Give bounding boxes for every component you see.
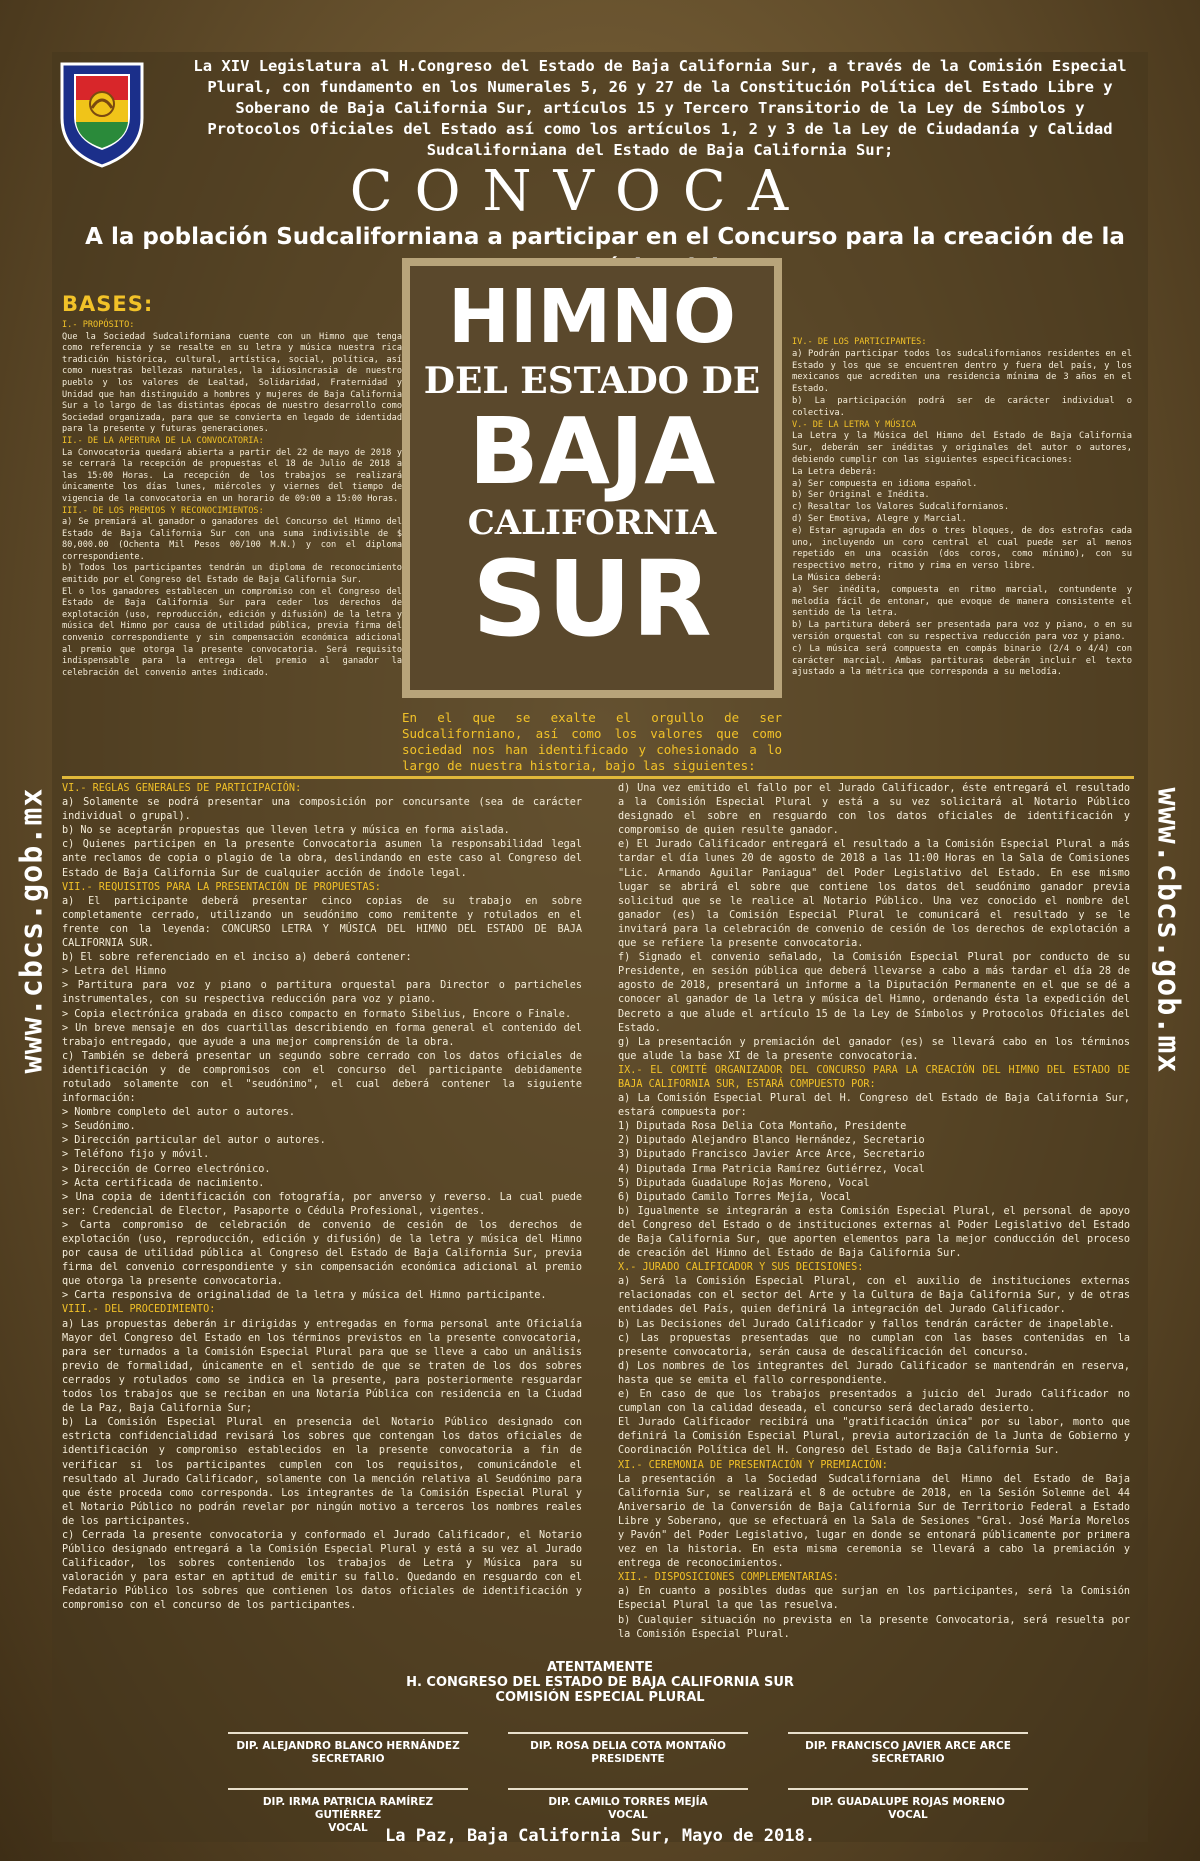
intro-text: A la población Sudcaliforniana a participar en el Concurso para la creación de la [85, 224, 1125, 250]
paragraph: b) Todos los participantes tendrán un diploma de reconocimiento emitido por el Congreso del Estado de Baja California Sur. [62, 563, 402, 586]
signature-name: DIP. CAMILO TORRES MEJÍA [548, 1796, 708, 1808]
signature-name: DIP. ALEJANDRO BLANCO HERNÁNDEZ [236, 1740, 460, 1752]
paragraph: 2) Diputado Alejandro Blanco Hernández, Secretario [618, 1135, 925, 1147]
paragraph: 3) Diputado Francisco Javier Arce Arce, Secretario [618, 1149, 925, 1161]
side-url-left-text[interactable]: www.cbcs.gob.mx [14, 787, 50, 1074]
title-line-2: DEL ESTADO DE [423, 360, 761, 402]
paragraph: b) El sobre referenciado en el inciso a) deberá contener: [62, 952, 412, 964]
paragraph: a) La Comisión Especial Plural del H. Congreso del Estado de Baja California Sur, estará compuesta por: [618, 1093, 1130, 1119]
state-seal-logo [52, 60, 152, 170]
paragraph: > Carta compromiso de celebración de convenio de cesión de los derechos de explotación (uso, reproducción, edición y difusión) de la letra y música del Himno por causa de utilidad pública al Congreso del Estado de Baja California Sur, previa firma del convenio correspondiente y sin compensación económica adicional al premio que otorga la presente convocatoria. [62, 1219, 582, 1288]
paragraph: a) En cuanto a posibles dudas que surjan en los participantes, será la Comisión Especial Plural la que las resuelva. [618, 1586, 1130, 1612]
title-line-3: BAJA [468, 398, 716, 505]
title-line-1: HIMNO [448, 274, 736, 360]
paragraph: La Convocatoria quedará abierta a partir del 22 de mayo de 2018 y se cerrará la recepción de propuestas el 18 de Julio de 2018 a las 15:00 Horas. La recepción de los trabajos se realizará únicamente los días lunes, miércoles y viernes del tiempo de vigencia de la convocatoria en un horario de 09:00 a 15:00 Horas. [62, 447, 402, 504]
congress-label: H. CONGRESO DEL ESTADO DE BAJA CALIFORNIA SUR [406, 1675, 794, 1690]
paragraph: b) No se aceptarán propuestas que lleven letra y música en forma aislada. [62, 825, 510, 837]
paragraph: > Una copia de identificación con fotografía, por anverso y reverso. La cual puede ser: Credencial de Elector, Pasaporte o Cédula Profesional, vigentes. [62, 1191, 582, 1217]
paragraph: e) Estar agrupada en dos o tres bloques, de dos estrofas cada uno, incluyendo un coro central el cual puede ser al menos repetido en una ocasión (dos coros, como mínimo), con su respectivo metro, ritmo y rima en verso libre. [792, 525, 1132, 572]
section-heading: XI.- CEREMONIA DE PRESENTACIÓN Y PREMIACIÓN: [618, 1459, 888, 1471]
paragraph: a) Se premiará al ganador o ganadores del Concurso del Himno del Estado de Baja California Sur con una suma indivisible de $ 80,000.00 (Ochenta Mil Pesos 00/100 M.N.) y con el diploma correspondiente. [62, 517, 402, 562]
section-heading: II.- DE LA APERTURA DE LA CONVOCATORIA: [62, 435, 264, 446]
paragraph: > Acta certificada de nacimiento. [62, 1177, 265, 1189]
signature-role: PRESIDENTE [591, 1753, 665, 1765]
paragraph: > Un breve mensaje en dos cuartillas describiendo en forma general el contenido del trabajo entregado, que ayude a una mejor comprensión de la obra. [62, 1022, 582, 1048]
bases-left-column [62, 320, 402, 679]
paragraph: La Letra y la Música del Himno del Estado de Baja California Sur, deberán ser inéditas y originales del autor o autores, debiendo cumplir con las siguientes especificaciones: [792, 431, 1132, 465]
bases-right-column [792, 337, 1132, 679]
paragraph: e) En caso de que los trabajos presentados a juicio del Jurado Calificador no cumplan con la calidad deseada, el concurso será declarado desierto. [618, 1389, 1130, 1415]
paragraph: 5) Diputada Guadalupe Rojas Moreno, Vocal [618, 1177, 870, 1189]
paragraph: a) Solamente se podrá presentar una composición por concursante (sea de carácter individual o grupal). [62, 797, 582, 823]
paragraph: b) Ser Original e Inédita. [792, 490, 930, 501]
paragraph: d) Una vez emitido el fallo por el Jurado Calificador, éste entregará el resultado a la Comisión Especial Plural y está a su vez solicitará al Notario Público designado el sobre en resguardo con los datos oficiales de identificación y compromiso de quien resulte ganador. [618, 783, 1130, 837]
paragraph: > Partitura para voz y piano o partitura orquestal para Director o particheles instrumentales, con su respectiva reducción para voz y piano. [62, 980, 582, 1006]
title-panel [402, 258, 782, 698]
paragraph: c) La música será compuesta en compás binario (2/4 o 4/4) con carácter marcial. Ambas partituras deberán incluir el texto ajustado a la métrica que corresponda a su melodía. [792, 643, 1132, 678]
paragraph: c) Quienes participen en la presente Convocatoria asumen la responsabilidad legal ante reclamos de copia o plagio de la obra, deslindando en este caso al Congreso del Estado de Baja California Sur de cualquier acción de índole legal. [62, 839, 582, 879]
paragraph: La presentación a la Sociedad Sudcaliforniana del Himno del Estado de Baja California Sur, se realizará el 8 de octubre de 2018, en la Sesión Solemne del 44 Aniversario de la Conversión de Baja California Sur de Territorio Federal a Estado Libre y Soberano, que se efectuará en la Sala de Sesiones "Gral. José María Morelos y Pavón" del Poder Legislativo, lugar en donde se entonará públicamente por primera vez en la historia. En esta misma ceremonia se llevará a cabo la premiación y entrega de reconocimientos. [618, 1473, 1130, 1570]
signature-role: VOCAL [888, 1809, 928, 1821]
paragraph: La Música deberá: [792, 572, 883, 583]
closing-place-date: La Paz, Baja California Sur, Mayo de 2018. [385, 1826, 815, 1846]
signature-name: DIP. IRMA PATRICIA RAMÍREZ GUTIÉRREZ [262, 1796, 434, 1821]
bases-heading: BASES: [62, 292, 154, 316]
paragraph: b) La participación podrá ser de carácter individual o colectiva. [792, 395, 1132, 418]
paragraph: a) Las propuestas deberán ir dirigidas y entregadas en forma personal ante Oficialía Mayor del Congreso del Estado en los términos previstos en la presente convocatoria, para ser turnados a la Comisión Especial Plural para que se lleve a cabo un análisis previo de formalidad, únicamente en el sentido de que se traten de los dos sobres cerrados y rotulados como se indica en la presente, para posteriormente resguardar todos los trabajos que se reciban en una Notaría Pública con residencia en la Ciudad de La Paz, Baja California Sur; [62, 1318, 582, 1415]
paragraph: e) El Jurado Calificador entregará el resultado a la Comisión Especial Plural a más tardar el día lunes 20 de agosto de 2018 a las 11:00 Horas en la Sala de Comisiones "Lic. Armando Aguilar Paniagua" del Poder Legislativo del Estado. En ese mismo lugar se abrirá el sobre que contiene los datos del seudónimo ganador previa solicitud que se le realice al Notario Público. Una vez conocido el nombre del ganador (es) la Comisión Especial Plural le comunicará el resultado y se le invitará para la celebración de convenio de cesión de los derechos de explotación a que se refiere la presente convocatoria. [618, 839, 1130, 950]
paragraph: > Teléfono fijo y móvil. [62, 1149, 210, 1161]
paragraph: El Jurado Calificador recibirá una "gratificación única" por su labor, monto que definirá la Comisión Especial Plural, previa autorización de la Junta de Gobierno y Coordinación Política del H. Congreso del Estado de Baja California Sur. [618, 1417, 1130, 1457]
paragraph: > Dirección particular del autor o autores. [62, 1135, 326, 1147]
paragraph: a) Ser compuesta en idioma español. [792, 478, 978, 489]
section-heading: IX.- EL COMITÉ ORGANIZADOR DEL CONCURSO PARA LA CREACIÓN DEL HIMNO DEL ESTADO DE BAJA CALIFORNIA SUR, ESTARÁ COMPUESTO POR: [618, 1064, 1130, 1090]
signature-5 [508, 1788, 748, 1822]
paragraph: 4) Diputada Irma Patricia Ramírez Gutiérrez, Vocal [618, 1163, 925, 1175]
preamble-text: La XIV Legislatura al H.Congreso del Estado de Baja California Sur, a través de la Comisión Especial Plural, con fundamento en los Numerales 5, 26 y 27 de la Constitución Política del Estado Libre y Soberano de Baja California Sur, artículos 15 y Tercero Transitorio de la Ley de Símbolos y Protocolos Oficiales del Estado así como los artículos 1, 2 y 3 de la Ley de Ciudadanía y Calidad Sudcaliforniana del Estado de Baja California Sur; [193, 57, 1127, 159]
signature-role: SECRETARIO [311, 1753, 385, 1765]
paragraph: La Letra deberá: [792, 466, 877, 477]
paragraph: El o los ganadores establecen un compromiso con el Congreso del Estado de Baja California Sur para ceder los derechos de explotación (uso, reproducción, edición y difusión) de la letra y música del Himno por causa de utilidad pública, previa firma del convenio correspondiente y sin compensación económica adicional al premio que otorga la presente convocatoria. Será requisito indispensable para la entrega del premio al ganador la celebración del convenio antes indicado. [62, 586, 402, 678]
atentamente-label: ATENTAMENTE [546, 1660, 654, 1675]
section-heading: XII.- DISPOSICIONES COMPLEMENTARIAS: [618, 1572, 839, 1584]
paragraph: d) Ser Emotiva, Alegre y Marcial. [792, 513, 967, 524]
paragraph: c) Cerrada la presente convocatoria y conformado el Jurado Calificador, el Notario Público designado entregará a la Comisión Especial Plural y está a su vez al Jurado Calificador, los sobres conteniendo los trabajos de Letra y Música para su valoración y para estar en aptitud de emitir su fallo. Quedando en resguardo con el Fedatario Público los sobres que contienen los datos oficiales de identificación y compromiso con el concurso de los participantes. [62, 1529, 582, 1612]
paragraph: f) Signado el convenio señalado, la Comisión Especial Plural por conducto de su Presidente, en sesión pública que deberá llevarse a cabo a más tardar el día 28 de agosto de 2018, presentará un informe a la Diputación Permanente en el que se dé a conocer al ganador de la letra y música del Himno, ordenando ésta la expedición del Decreto a que alude el artículo 15 de la Ley de Símbolos y Protocolos Oficiales del Estado. [618, 952, 1130, 1034]
paragraph: b) Igualmente se integrarán a esta Comisión Especial Plural, el personal de apoyo del Congreso del Estado o de instituciones externas al Poder Legislativo del Estado de Baja California Sur, que aporten elementos para la mejor conducción del proceso de creación del Himno del Estado de Baja California Sur. [618, 1205, 1130, 1260]
signature-name: DIP. ROSA DELIA COTA MONTAÑO [530, 1740, 726, 1752]
paragraph: > Letra del Himno [62, 966, 167, 978]
rules-right-column [618, 782, 1130, 1642]
paragraph: c) Resaltar los Valores Sudcalifornianos. [792, 502, 1010, 513]
section-heading: VII.- REQUISITOS PARA LA PRESENTACIÓN DE PROPUESTAS: [62, 881, 381, 893]
section-heading: VI.- REGLAS GENERALES DE PARTICIPACIÓN: [62, 783, 302, 794]
paragraph: b) Cualquier situación no prevista en la presente Convocatoria, será resuelta por la Comisión Especial Plural. [618, 1614, 1130, 1640]
signature-1 [228, 1732, 468, 1766]
section-heading: IV.- DE LOS PARTICIPANTES: [792, 337, 927, 347]
signature-role: SECRETARIO [871, 1753, 945, 1765]
paragraph: > Dirección de Correo electrónico. [62, 1163, 271, 1175]
section-heading: I.- PROPÓSITO: [62, 320, 135, 330]
signature-role: VOCAL [328, 1822, 368, 1834]
section-heading: V.- DE LA LETRA Y MÚSICA [792, 419, 917, 430]
paragraph: Que la Sociedad Sudcaliforniana cuente con un Himno que tenga como referencia y se resalte en su letra y música nuestra rica tradición histórica, cultural, artística, social, política, así como nuestras bellezas naturales, la idiosincrasia de nuestro pueblo y los valores de Lealtad, Solidaridad, Fraternidad y Unidad que han distinguido a hombres y mujeres de Baja California Sur a lo largo de las distintas épocas de nuestro desarrollo como Sociedad organizada, para que se convierta en legado de identidad para la presente y futuras generaciones. [62, 331, 402, 435]
paragraph: b) La Comisión Especial Plural en presencia del Notario Público designado con estricta confidencialidad revisará los sobres que contengan los datos oficiales de identificación y compromiso establecidos en la presente convocatoria a fin de verificar si los participantes cumplen con los requisitos, comunicándole el resultado al Jurado Calificador, solamente con la mención relativa al Seudónimo para que éste proceda como corresponda. Los integrantes de la Comisión Especial Plural y el Notario Público no podrán revelar por ningún motivo a terceros los nombres reales de los participantes. [62, 1417, 582, 1527]
rules-left-column [62, 782, 582, 1614]
section-heading: VIII.- DEL PROCEDIMIENTO: [62, 1304, 216, 1316]
paragraph: 6) Diputado Camilo Torres Mejía, Vocal [618, 1191, 852, 1203]
side-url-left[interactable] [6, 0, 58, 1861]
section-heading: X.- JURADO CALIFICADOR Y SUS DECISIONES: [618, 1262, 864, 1274]
paragraph: > Carta responsiva de originalidad de la letra y música del Himno participante. [62, 1290, 547, 1302]
signature-6 [788, 1788, 1028, 1822]
paragraph: a) Será la Comisión Especial Plural, con el auxilio de instituciones externas relacionadas con el sector del Arte y la Cultura de Baja California Sur, y de otras entidades del País, quien definirá la integración del Jurado Calificador. [618, 1276, 1130, 1316]
signature-2 [508, 1732, 748, 1766]
signature-role: VOCAL [608, 1809, 648, 1821]
paragraph: a) Podrán participar todos los sudcalifornianos residentes en el Estado y los que se encuentren dentro y fuera del país, y los mexicanos que acrediten una residencia mínima de 3 años en el Estado. [792, 348, 1132, 395]
paragraph: a) El participante deberá presentar cinco copias de su trabajo en sobre completamente cerrado, utilizando un seudónimo como remitente y rotulados en el frente con la leyenda: CONCURSO LETRA Y MÚSICA DEL HIMNO DEL ESTADO DE BAJA CALIFORNIA SUR. [62, 895, 582, 950]
signature-name: DIP. GUADALUPE ROJAS MORENO [811, 1796, 1005, 1808]
paragraph: g) La presentación y premiación del ganador (es) se llevará cabo en los términos que alude la base XI de la presente convocatoria. [618, 1036, 1130, 1062]
title-line-5: SUR [472, 538, 712, 660]
paragraph: a) Ser inédita, compuesta en ritmo marcial, contundente y melodía fácil de entonar, que evoque de manera consistente el sentido de la letra. [792, 584, 1132, 619]
signature-block-heading [300, 1660, 900, 1705]
paragraph: b) La partitura deberá ser presentada para voz y piano, o en su versión orquestal con su respectiva reducción para voz y piano. [792, 620, 1132, 642]
paragraph: b) Las Decisiones del Jurado Calificador y fallos tendrán carácter de inapelable. [618, 1318, 1115, 1330]
paragraph: > Nombre completo del autor o autores. [62, 1107, 296, 1119]
paragraph: 1) Diputada Rosa Delia Cota Montaño, Presidente [618, 1121, 907, 1133]
signature-name: DIP. FRANCISCO JAVIER ARCE ARCE [805, 1740, 1011, 1752]
paragraph: d) Los nombres de los integrantes del Jurado Calificador se mantendrán en reserva, hasta que se emita el fallo correspondiente. [618, 1360, 1130, 1386]
commission-label: COMISIÓN ESPECIAL PLURAL [495, 1690, 705, 1705]
convoca-heading: CONVOCA [349, 159, 811, 224]
section-heading: III.- DE LOS PREMIOS Y RECONOCIMIENTOS: [62, 505, 264, 516]
paragraph: > Copia electrónica grabada en disco compacto en formato Sibelius, Encore o Finale. [62, 1008, 572, 1020]
section-divider [62, 776, 1134, 779]
title-line-4: CALIFORNIA [467, 503, 717, 543]
paragraph: c) Las propuestas presentadas que no cumplan con las bases contenidas en la presente convocatoria, serán causa de descalificación del concurso. [618, 1332, 1130, 1358]
side-url-right-text[interactable]: www.cbcs.gob.mx [1150, 787, 1186, 1074]
paragraph: > Seudónimo. [62, 1121, 136, 1133]
subtitle-text: En el que se exalte el orgullo de ser Sudcaliforniano, así como los valores que como sociedad nos han identificado y cohesionado a lo largo de nuestra historia, bajo las siguientes: [402, 710, 782, 773]
paragraph: c) También se deberá presentar un segundo sobre cerrado con los datos oficiales de identificación y de compromisos con el concurso del participante debidamente rotulado solamente con el "seudónimo", el cual deberá contener la siguiente información: [62, 1050, 582, 1105]
signature-3 [788, 1732, 1028, 1766]
